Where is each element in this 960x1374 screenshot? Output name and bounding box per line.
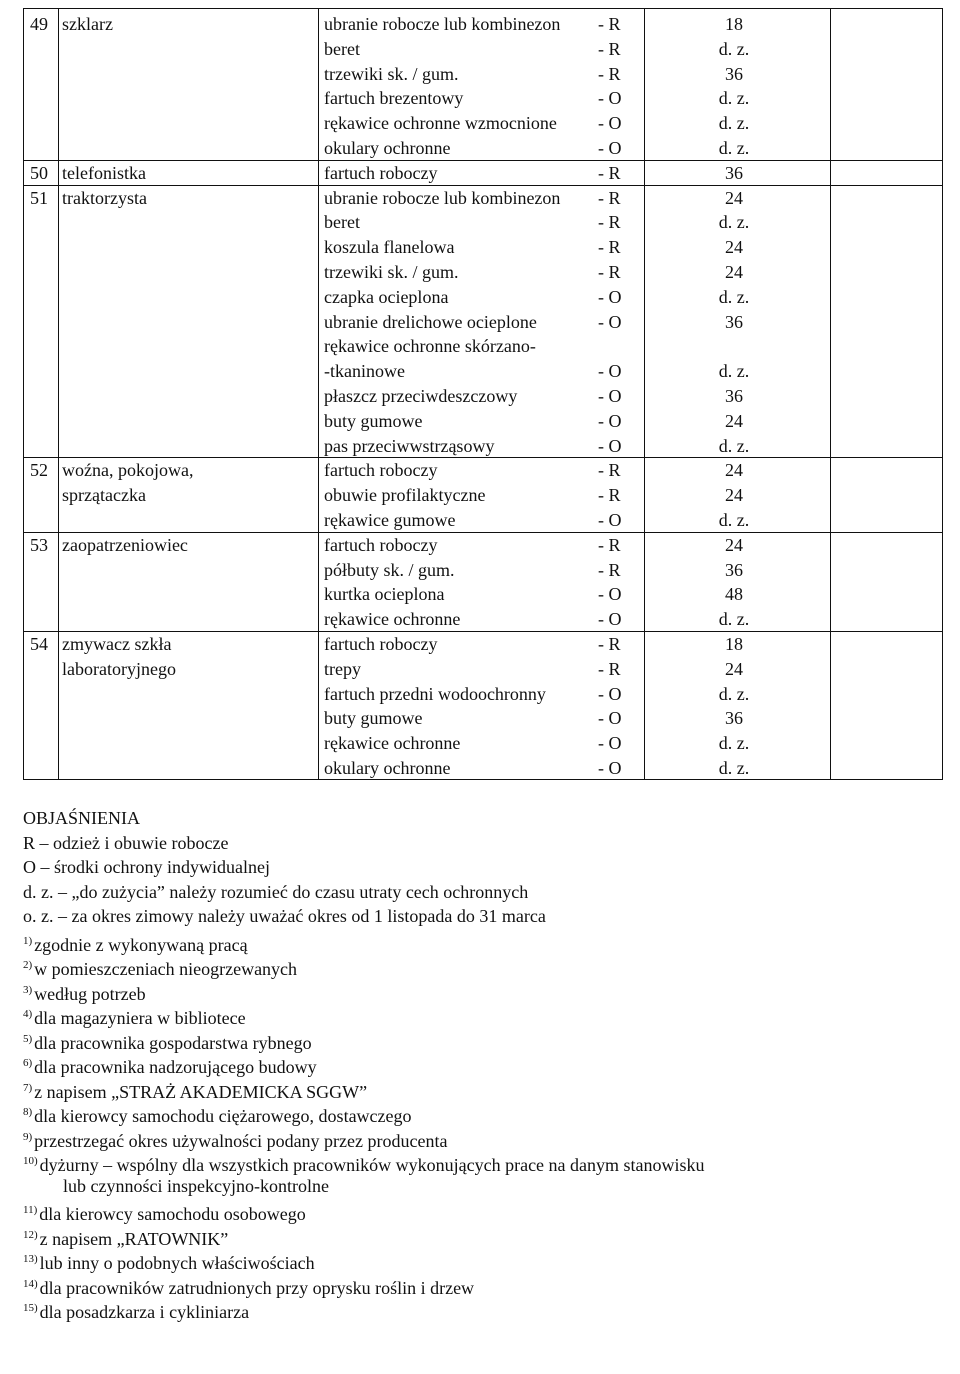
item-label: czapka ocieplona	[324, 286, 449, 307]
note-line	[23, 1272, 923, 1297]
item-list	[324, 458, 614, 532]
wear-period: 18	[725, 634, 743, 654]
note-text: R – odzież i obuwie robocze	[23, 832, 229, 853]
wear-period: d. z.	[718, 733, 750, 754]
item-type: - O	[598, 361, 622, 382]
item-label: okulary ochronne	[324, 757, 451, 778]
note-text: dla pracowników zatrudnionych przy oprysku roślin i drzew	[39, 1277, 475, 1298]
note-line	[23, 1002, 923, 1027]
job-title	[62, 161, 312, 186]
wear-period-list	[684, 533, 784, 632]
item-type: - O	[598, 435, 622, 456]
wear-period: d. z.	[718, 286, 750, 307]
item-type-list	[598, 161, 638, 186]
item-label: pas przeciwwstrząsowy	[324, 435, 495, 456]
wear-period: d. z.	[718, 113, 750, 134]
note-text: dyżurny – wspólny dla wszystkich pracowników wykonujących prace na danym stanowisku	[39, 1155, 705, 1175]
wear-period: 24	[725, 658, 743, 679]
item-label: koszula flanelowa	[324, 237, 455, 258]
item-type: - O	[598, 683, 622, 704]
item-type: - R	[598, 162, 621, 183]
item-label: fartuch roboczy	[324, 460, 438, 481]
item-label: ubranie drelichowe ocieplone	[324, 311, 537, 332]
wear-period: d. z.	[718, 509, 750, 530]
wear-period: d. z.	[718, 88, 750, 109]
wear-period: 36	[725, 162, 743, 183]
item-type-list	[598, 632, 638, 781]
wear-period: d. z.	[718, 435, 750, 456]
wear-period: 24	[725, 485, 743, 506]
item-type: - O	[598, 311, 622, 332]
row-number: 49	[30, 14, 48, 34]
item-label: rękawice ochronne	[324, 609, 461, 630]
job-title-line: sprzątaczka	[62, 485, 146, 506]
wear-period	[684, 334, 784, 359]
wear-period: 24	[725, 237, 743, 258]
notes-list	[23, 831, 923, 1321]
wear-period: 36	[725, 63, 743, 84]
note-line	[23, 1198, 923, 1223]
wear-period: 24	[725, 534, 743, 555]
wear-period-list	[684, 632, 784, 781]
footnote-marker: 7)	[23, 1081, 33, 1094]
note-text: w pomieszczeniach nieogrzewanych	[34, 959, 298, 979]
table-row	[24, 161, 942, 186]
wear-period: 18	[725, 14, 743, 34]
table-row	[24, 458, 942, 532]
item-label: rękawice gumowe	[324, 509, 456, 530]
item-type: - O	[598, 137, 622, 158]
item-type: - O	[598, 286, 622, 307]
item-label: okulary ochronne	[324, 137, 451, 158]
job-title-line: woźna, pokojowa,	[62, 460, 194, 481]
item-type-list	[598, 12, 638, 161]
footnote-marker: 12)	[23, 1228, 38, 1241]
item-type: - O	[598, 733, 622, 754]
wear-period: 36	[725, 311, 743, 332]
job-title	[62, 186, 312, 211]
item-label: rękawice ochronne	[324, 733, 461, 754]
note-line	[23, 1247, 923, 1272]
note-text: lub czynności inspekcyjno-kontrolne	[63, 1175, 329, 1196]
job-title-line: zaopatrzeniowiec	[62, 534, 188, 555]
item-type: - R	[598, 485, 621, 506]
footnote-marker: 4)	[23, 1008, 33, 1020]
item-list	[324, 632, 614, 781]
job-title	[62, 533, 312, 558]
note-line	[23, 831, 923, 856]
wear-period: 36	[725, 385, 743, 406]
row-number: 54	[30, 634, 48, 654]
note-text: dla posadzkarza i cykliniarza	[39, 1302, 250, 1322]
footnote-marker: 11)	[23, 1204, 38, 1216]
job-title-line: zmywacz szkła	[62, 634, 172, 654]
item-label: beret	[324, 38, 360, 59]
wear-period: d. z.	[718, 212, 750, 233]
wear-period: d. z.	[718, 757, 750, 778]
job-title	[62, 458, 312, 508]
note-line	[23, 855, 923, 880]
item-label: fartuch roboczy	[324, 162, 438, 183]
item-label: fartuch brezentowy	[324, 88, 464, 109]
footnote-marker: 1)	[23, 934, 33, 947]
item-type: - R	[598, 38, 621, 59]
note-line	[23, 978, 923, 1003]
note-line	[23, 1027, 923, 1052]
item-list	[324, 12, 614, 161]
row-number: 51	[30, 187, 48, 208]
note-line	[23, 929, 923, 954]
item-label: płaszcz przeciwdeszczowy	[324, 385, 518, 406]
item-type: - O	[598, 708, 622, 729]
wear-period-list	[684, 458, 784, 532]
note-text: przestrzegać okres używalności podany przez producenta	[34, 1130, 448, 1151]
item-type: - R	[598, 634, 621, 654]
item-label: trepy	[324, 658, 361, 679]
wear-period: d. z.	[718, 609, 750, 630]
note-text: dla magazyniera w bibliotece	[34, 1008, 246, 1028]
footnote-marker: 14)	[23, 1277, 38, 1290]
wear-period-list	[684, 186, 784, 459]
note-text: dla pracownika gospodarstwa rybnego	[34, 1032, 312, 1053]
item-label: rękawice ochronne skórzano-	[324, 336, 536, 357]
wear-period: 24	[725, 261, 743, 282]
note-line	[23, 1174, 923, 1199]
note-text: dla pracownika nadzorującego budowy	[34, 1057, 317, 1077]
job-title-line: traktorzysta	[62, 187, 147, 208]
wear-period-list	[684, 12, 784, 161]
note-line	[23, 1100, 923, 1125]
footnote-marker: 13)	[23, 1253, 38, 1265]
footnote-marker: 6)	[23, 1057, 33, 1069]
wear-period: d. z.	[718, 38, 750, 59]
footnote-marker: 3)	[23, 983, 33, 996]
item-list	[324, 533, 614, 632]
item-type: - O	[598, 609, 622, 630]
job-title	[62, 632, 312, 682]
item-type-list	[598, 458, 638, 532]
item-type: - O	[598, 88, 622, 109]
item-type: - O	[598, 757, 622, 778]
table-row	[24, 632, 942, 781]
note-line	[23, 1076, 923, 1101]
item-type: - R	[598, 63, 621, 84]
clothing-allocation-table	[23, 8, 943, 780]
note-text: z napisem „STRAŻ AKADEMICKA SGGW”	[34, 1081, 368, 1102]
item-label: buty gumowe	[324, 410, 423, 431]
item-type: - R	[598, 261, 621, 282]
legend-notes	[23, 806, 923, 1321]
job-title-line: laboratoryjnego	[62, 658, 176, 679]
item-type: - R	[598, 559, 621, 580]
item-label: beret	[324, 212, 360, 233]
item-label: fartuch roboczy	[324, 534, 438, 555]
note-line	[23, 953, 923, 978]
item-label: fartuch roboczy	[324, 634, 438, 654]
footnote-marker: 2)	[23, 959, 33, 971]
note-text: dla kierowcy samochodu osobowego	[39, 1204, 306, 1224]
wear-period: 24	[725, 460, 743, 481]
footnote-marker: 5)	[23, 1032, 33, 1045]
note-text: lub inny o podobnych właściwościach	[39, 1253, 315, 1273]
note-line	[23, 904, 923, 929]
note-text: d. z. – „do zużycia” należy rozumieć do czasu utraty cech ochronnych	[23, 881, 529, 902]
item-list	[324, 186, 614, 459]
wear-period: d. z.	[718, 137, 750, 158]
item-label: ubranie robocze lub kombinezon	[324, 14, 561, 34]
item-label: trzewiki sk. / gum.	[324, 63, 459, 84]
item-label: rękawice ochronne wzmocnione	[324, 113, 557, 134]
item-type	[598, 334, 638, 359]
note-text: zgodnie z wykonywaną pracą	[34, 934, 248, 955]
item-type: - R	[598, 460, 621, 481]
wear-period: 24	[725, 410, 743, 431]
job-title-line: telefonistka	[62, 162, 146, 183]
item-type: - R	[598, 534, 621, 555]
item-type: - R	[598, 212, 621, 233]
footnote-marker: 15)	[23, 1302, 38, 1314]
row-number: 52	[30, 460, 48, 481]
item-label: kurtka ocieplona	[324, 584, 445, 605]
item-type: - O	[598, 113, 622, 134]
row-number: 53	[30, 534, 48, 555]
job-title	[62, 12, 312, 37]
wear-period: 36	[725, 559, 743, 580]
item-type: - R	[598, 237, 621, 258]
item-type: - O	[598, 410, 622, 431]
wear-period: d. z.	[718, 683, 750, 704]
table-row	[24, 533, 942, 632]
item-label: ubranie robocze lub kombinezon	[324, 187, 561, 208]
wear-period-list	[684, 161, 784, 186]
note-line	[23, 1125, 923, 1150]
note-line	[23, 880, 923, 905]
footnote-marker: 10)	[23, 1155, 38, 1167]
item-type: - R	[598, 14, 621, 34]
table-row	[24, 186, 942, 459]
item-type: - O	[598, 509, 622, 530]
footnote-marker: 8)	[23, 1106, 33, 1118]
item-type: - R	[598, 187, 621, 208]
item-label: obuwie profilaktyczne	[324, 485, 486, 506]
item-type: - R	[598, 658, 621, 679]
note-line	[23, 1223, 923, 1248]
wear-period: 48	[725, 584, 743, 605]
note-line	[23, 1051, 923, 1076]
note-line	[23, 1296, 923, 1321]
note-text: O – środki ochrony indywidualnej	[23, 857, 270, 877]
note-line	[23, 1149, 923, 1174]
note-text: z napisem „RATOWNIK”	[39, 1228, 229, 1249]
footnote-marker: 9)	[23, 1130, 33, 1143]
wear-period: d. z.	[718, 361, 750, 382]
item-list	[324, 161, 614, 186]
notes-title: OBJAŚNIENIA	[23, 808, 140, 828]
item-type: - O	[598, 385, 622, 406]
row-number: 50	[30, 162, 48, 183]
item-label: buty gumowe	[324, 708, 423, 729]
item-type-list	[598, 186, 638, 459]
note-text: o. z. – za okres zimowy należy uważać okres od 1 listopada do 31 marca	[23, 906, 546, 926]
table-row	[24, 12, 942, 161]
job-title-line: szklarz	[62, 14, 113, 34]
item-type: - O	[598, 584, 622, 605]
note-text: dla kierowcy samochodu ciężarowego, dostawczego	[34, 1106, 412, 1126]
item-label: półbuty sk. / gum.	[324, 559, 455, 580]
wear-period: 36	[725, 708, 743, 729]
item-label: trzewiki sk. / gum.	[324, 261, 459, 282]
note-text: według potrzeb	[34, 983, 146, 1004]
item-type-list	[598, 533, 638, 632]
item-label: fartuch przedni wodoochronny	[324, 683, 546, 704]
item-label: -tkaninowe	[324, 361, 405, 382]
wear-period: 24	[725, 187, 743, 208]
